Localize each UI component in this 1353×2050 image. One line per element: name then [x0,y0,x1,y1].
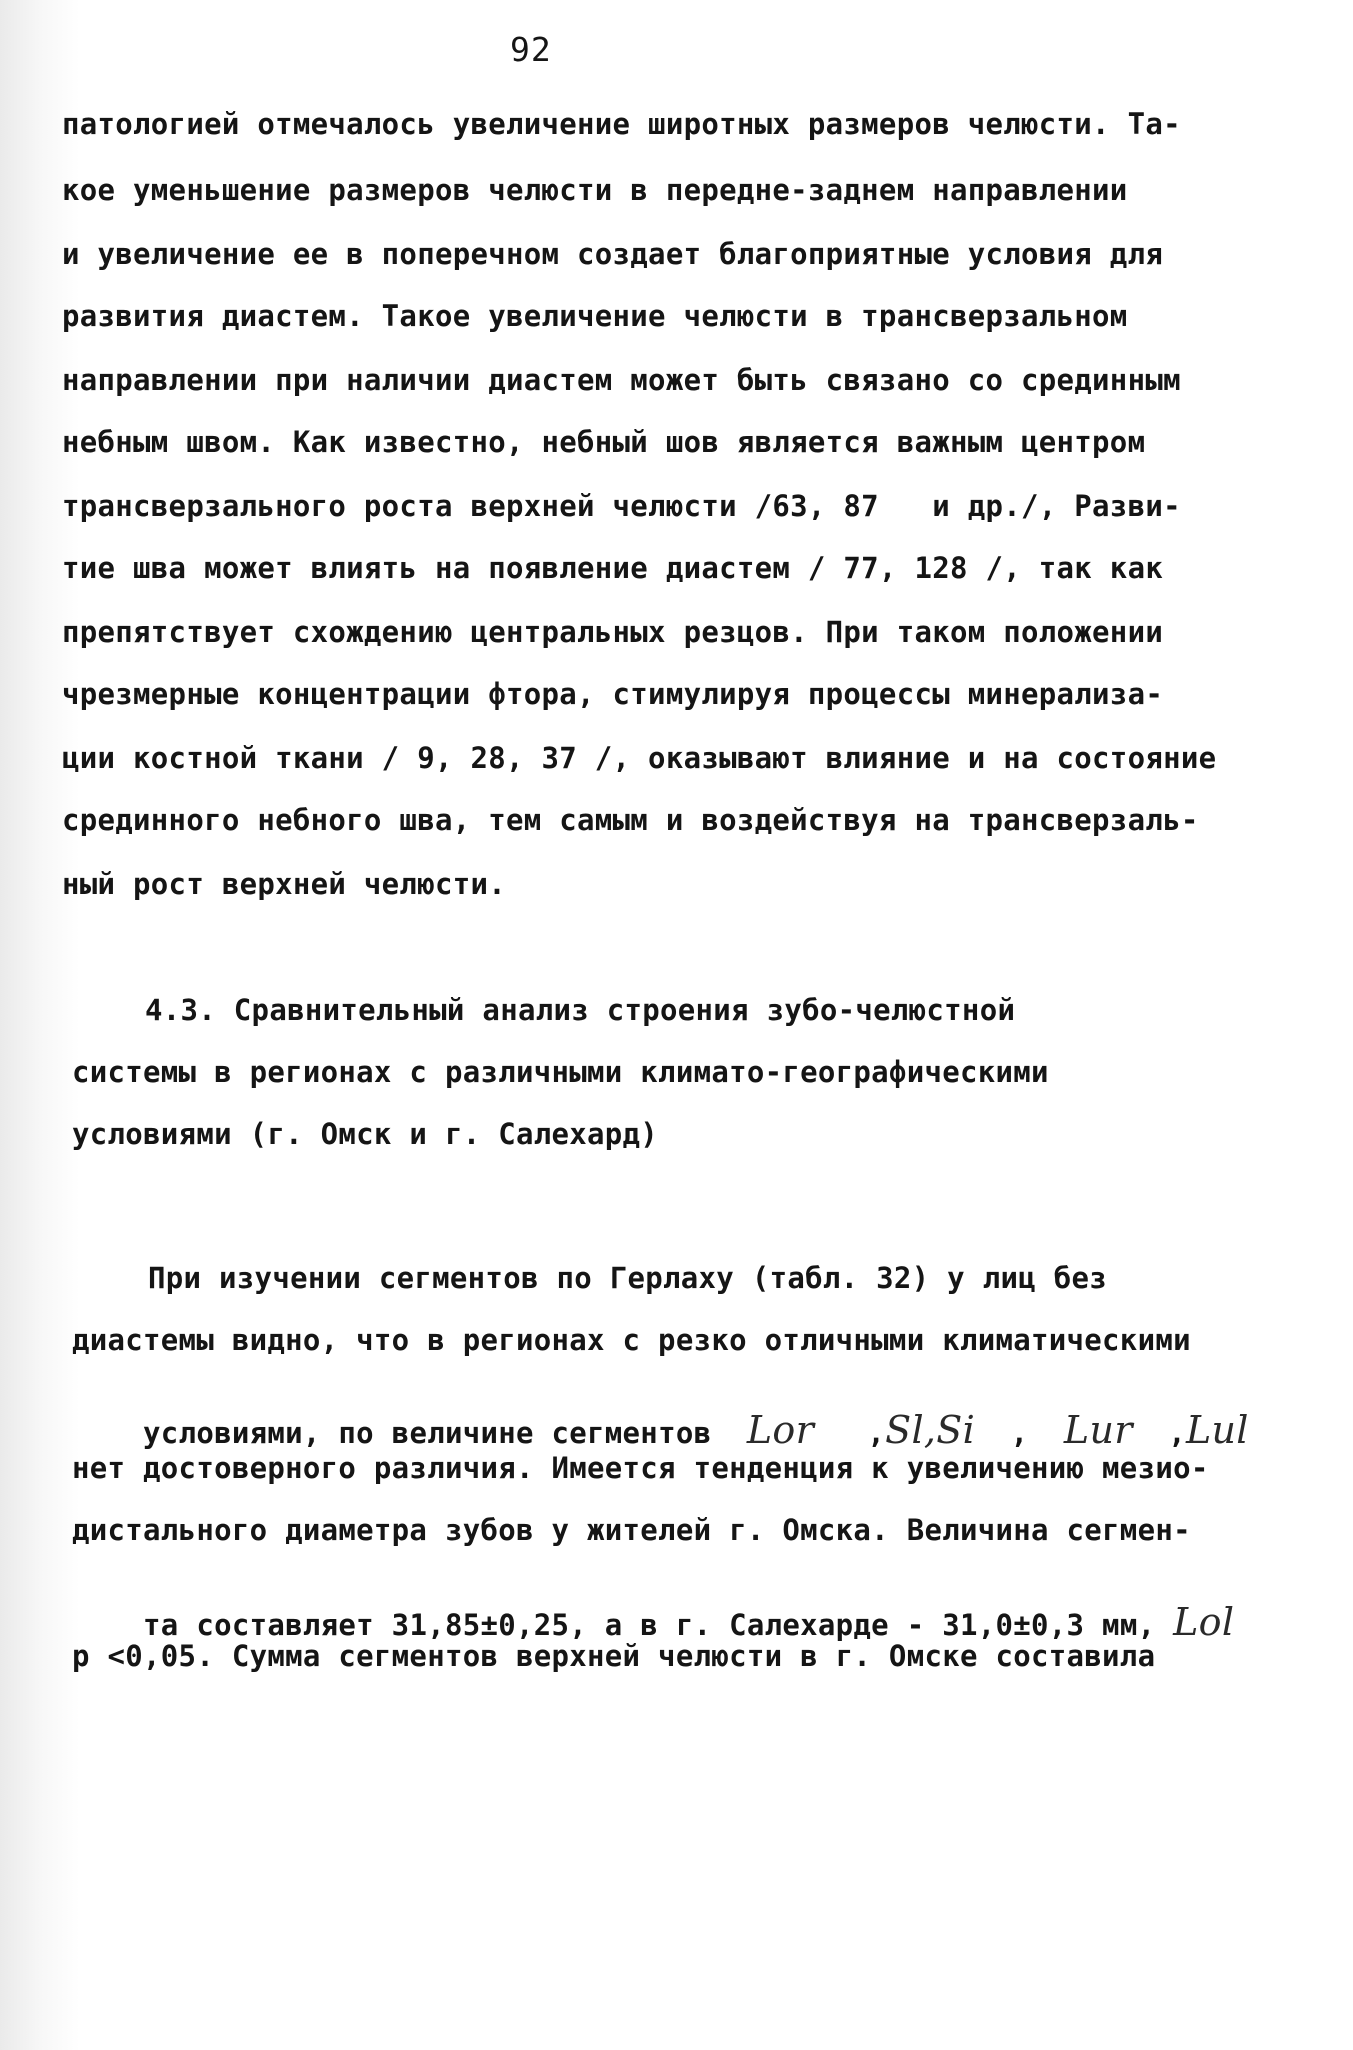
paragraph-line: и увеличение ее в поперечном создает благоприятные условия для [62,237,1164,271]
paragraph-line: препятствует схождению центральных резцов. При таком положении [62,615,1164,649]
paragraph-line: кое уменьшение размеров челюсти в передне-заднем направлении [62,173,1128,207]
paragraph-line: р <0,05. Сумма сегментов верхней челюсти в г. Омске составила [72,1639,1156,1673]
paragraph-line: трансверзального роста верхней челюсти /63, 87 и др./, Разви- [62,489,1181,523]
separator: , [1168,1416,1186,1450]
paragraph-text: та составляет 31,85±0,25, а в г. Салехарде - 31,0±0,3 мм, [143,1608,1156,1642]
handwritten-segment-label: Lol [1173,1600,1235,1644]
paragraph-line: небным швом. Как известно, небный шов является важным центром [62,425,1146,459]
section-heading-line: условиями (г. Омск и г. Салехард) [72,1117,659,1151]
handwritten-segment-label: Sl,Si [885,1408,976,1452]
section-heading-line: системы в регионах с различными климато-географическими [72,1055,1049,1089]
separator: , [867,1416,886,1450]
handwritten-segment-label: Lor [746,1408,815,1452]
paragraph-text: условиями, по величине сегментов [143,1416,712,1450]
section-heading-line: 4.3. Сравнительный анализ строения зубо-челюстной [145,993,1016,1027]
paragraph-line: направлении при наличии диастем может быть связано со срединным [62,363,1181,397]
handwritten-segment-label: Lul [1185,1408,1249,1452]
paragraph-line: патологией отмечалось увеличение широтных размеров челюсти. Та- [62,107,1181,141]
paragraph-line: При изучении сегментов по Герлаху (табл. 32) у лиц без [148,1261,1108,1295]
paragraph-line: дистального диаметра зубов у жителей г. Омска. Величина сегмен- [72,1513,1191,1547]
paragraph-line: ции костной ткани / 9, 28, 37 /, оказывают влияние и на состояние [62,741,1217,775]
paragraph-line: чрезмерные концентрации фтора, стимулируя процессы минерализа- [62,677,1164,711]
paragraph-line: ный рост верхней челюсти. [62,867,506,901]
page-number: 92 [510,30,552,69]
paragraph-line: развития диастем. Такое увеличение челюсти в трансверзальном [62,299,1128,333]
paragraph-line: нет достоверного различия. Имеется тенденция к увеличению мезио- [72,1451,1209,1485]
separator: , [1010,1416,1029,1450]
paragraph-line: диастемы видно, что в регионах с резко отличными климатическими [72,1323,1191,1357]
handwritten-segment-label: Lur [1063,1408,1133,1452]
paragraph-line: тие шва может влиять на появление диастем / 77, 128 /, так как [62,551,1164,585]
paragraph-line: срединного небного шва, тем самым и воздействуя на трансверзаль- [62,803,1199,837]
